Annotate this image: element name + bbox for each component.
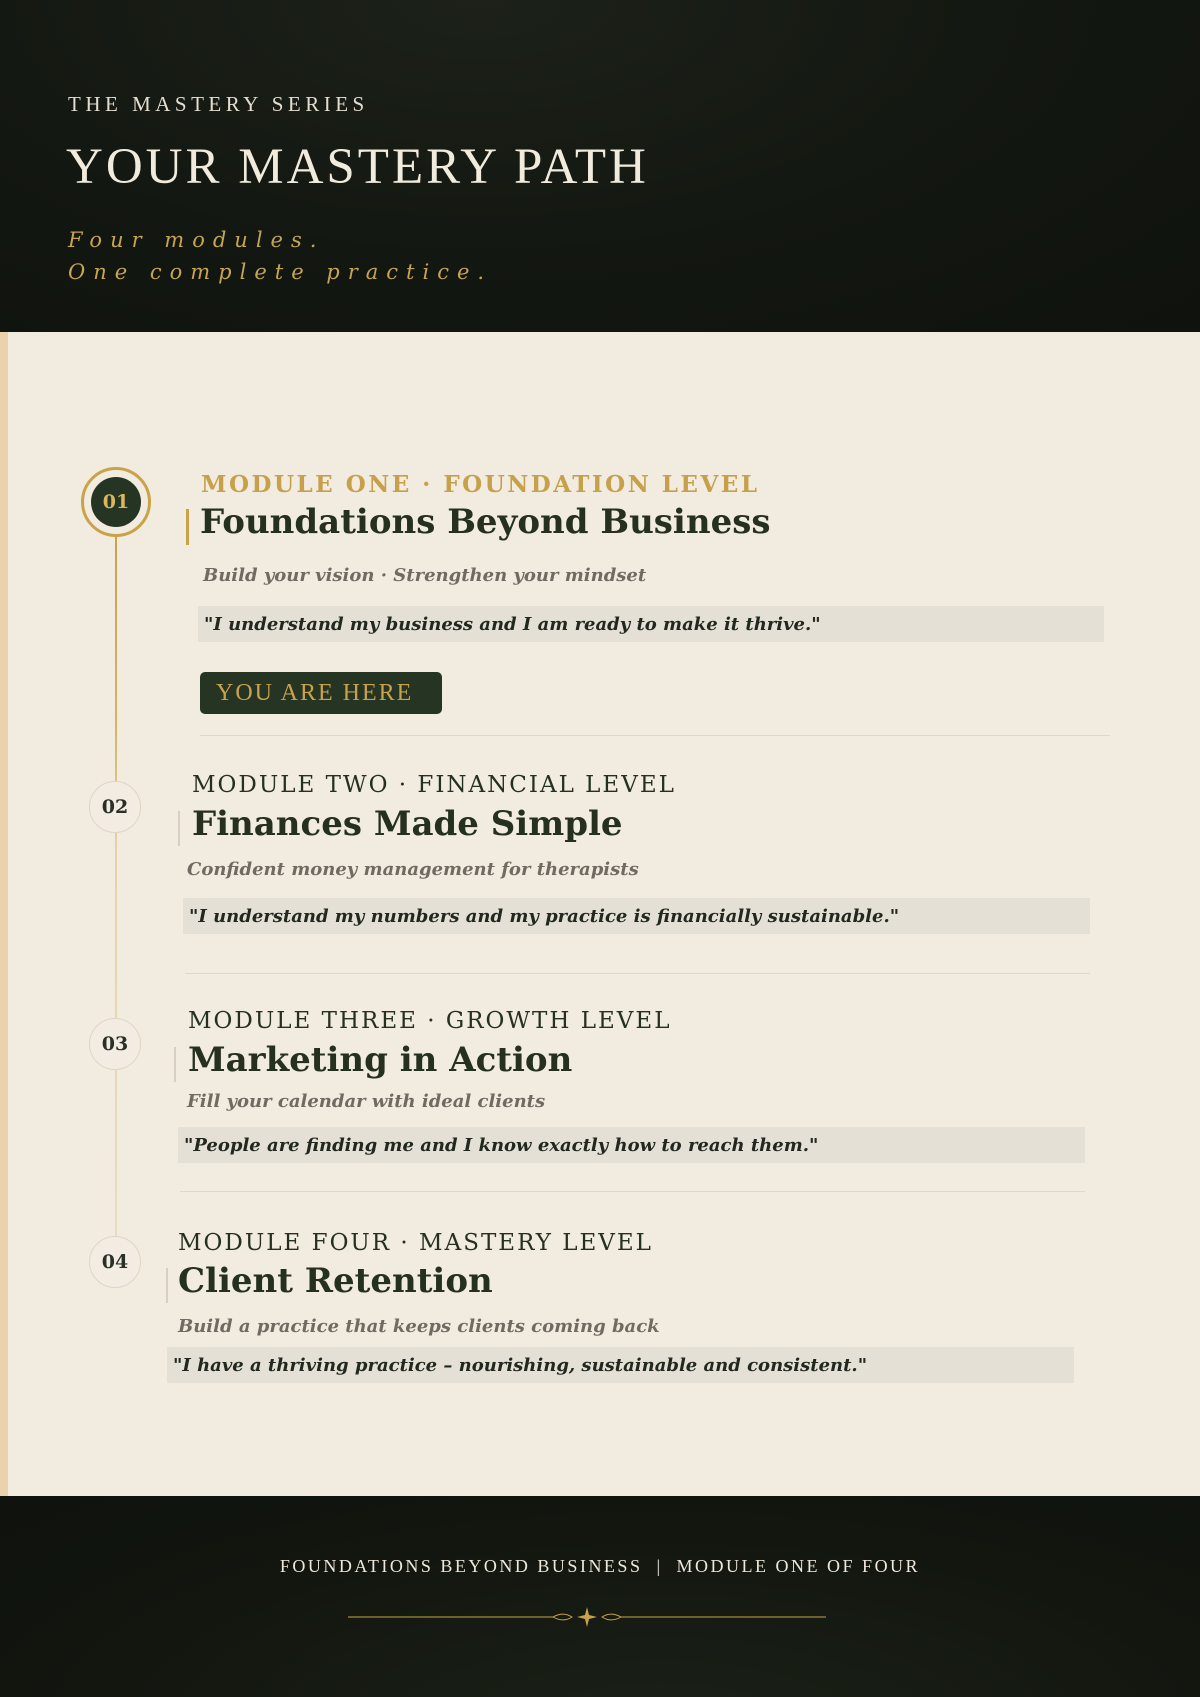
- module-3-subtitle: Fill your calendar with ideal clients: [187, 1091, 546, 1112]
- module-2-eyebrow: MODULE TWO · FINANCIAL LEVEL: [192, 772, 676, 798]
- module-3-node: 03: [89, 1018, 141, 1070]
- module-divider: [185, 973, 1090, 974]
- page-footer: [0, 1496, 1200, 1697]
- module-divider: [180, 1191, 1085, 1192]
- module-4-eyebrow: MODULE FOUR · MASTERY LEVEL: [178, 1230, 653, 1256]
- module-2-subtitle: Confident money management for therapists: [187, 859, 639, 880]
- module-2-quote: "I understand my numbers and my practice is financially sustainable.": [183, 898, 1090, 934]
- left-accent-bar: [0, 332, 8, 1496]
- module-1-title: Foundations Beyond Business: [200, 502, 771, 542]
- page-title: YOUR MASTERY PATH: [66, 139, 649, 195]
- module-4-title: Client Retention: [178, 1261, 493, 1301]
- module-2-node: 02: [89, 781, 141, 833]
- module-4-title-bar: [166, 1268, 168, 1303]
- module-4-quote: "I have a thriving practice – nourishing, sustainable and consistent.": [167, 1347, 1074, 1383]
- module-1-title-bar: [186, 509, 189, 545]
- module-4-node: 04: [89, 1236, 141, 1288]
- module-4-subtitle: Build a practice that keeps clients coming back: [178, 1316, 660, 1337]
- tagline-line-2: One complete practice.: [68, 260, 493, 284]
- page-header: [0, 0, 1200, 332]
- module-1-eyebrow: MODULE ONE · FOUNDATION LEVEL: [201, 471, 760, 498]
- module-2-title: Finances Made Simple: [192, 804, 623, 844]
- module-2-title-bar: [178, 811, 180, 846]
- module-1-quote: "I understand my business and I am ready to make it thrive.": [198, 606, 1104, 642]
- module-divider: [200, 735, 1110, 736]
- module-1-node: 01: [91, 477, 141, 527]
- module-3-quote: "People are finding me and I know exactly how to reach them.": [178, 1127, 1085, 1163]
- module-3-title-bar: [174, 1047, 176, 1082]
- footer-text: FOUNDATIONS BEYOND BUSINESS | MODULE ONE OF FOUR: [279, 1556, 921, 1576]
- module-3-eyebrow: MODULE THREE · GROWTH LEVEL: [188, 1008, 672, 1034]
- series-label: THE MASTERY SERIES: [68, 92, 369, 116]
- flourish-divider-icon: [348, 1604, 826, 1630]
- module-3-title: Marketing in Action: [188, 1040, 573, 1080]
- timeline-line: [115, 530, 117, 1244]
- tagline-line-1: Four modules.: [68, 228, 325, 252]
- you-are-here-badge[interactable]: YOU ARE HERE: [200, 672, 442, 714]
- module-1-subtitle: Build your vision · Strengthen your mindset: [203, 565, 647, 586]
